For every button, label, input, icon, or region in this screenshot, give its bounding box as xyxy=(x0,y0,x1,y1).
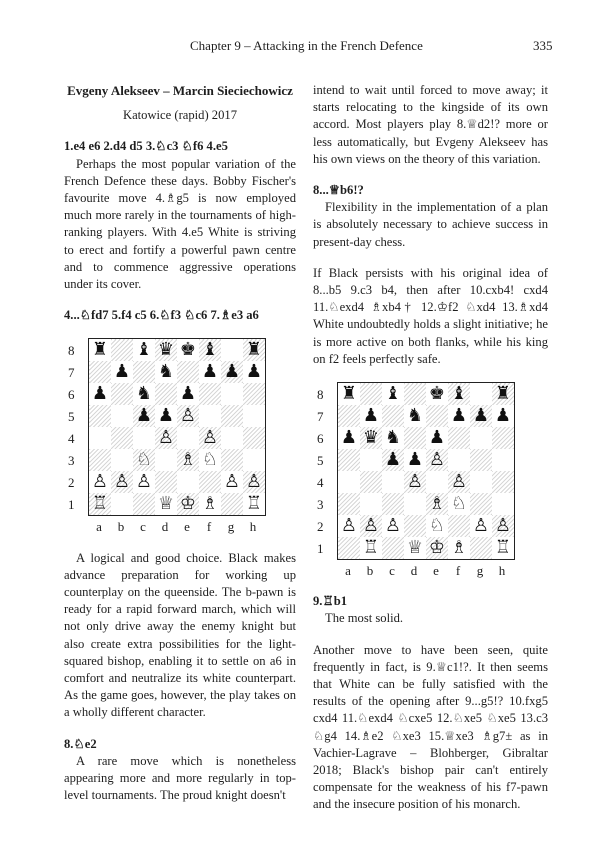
board-square-d5: ♟ xyxy=(404,449,426,471)
board-square-d2 xyxy=(155,471,177,493)
file-label: c xyxy=(140,519,146,535)
chapter-title: Chapter 9 – Attacking in the French Defence xyxy=(190,38,423,53)
board-square-c5: ♟ xyxy=(382,449,404,471)
board-square-e1: ♔ xyxy=(177,493,199,516)
rank-label: 4 xyxy=(68,431,75,447)
rank-label: 5 xyxy=(68,409,75,425)
moves-line: 4...♘fd7 5.f4 c5 6.♘f3 ♘c6 7.♗e3 a6 xyxy=(64,308,259,323)
board-square-g3 xyxy=(221,449,243,471)
board-square-h3 xyxy=(492,493,515,515)
board-square-a7 xyxy=(89,361,112,383)
board-square-f7: ♟ xyxy=(448,405,470,427)
board-square-a5 xyxy=(338,449,361,471)
board-square-e2: ♘ xyxy=(426,515,448,537)
file-labels xyxy=(88,518,296,535)
board-square-g8 xyxy=(470,383,492,406)
board-square-a7 xyxy=(338,405,361,427)
board-square-e5: ♙ xyxy=(177,405,199,427)
board-square-d1: ♕ xyxy=(155,493,177,516)
board-square-a8: ♜ xyxy=(89,339,112,362)
board-square-b2: ♙ xyxy=(111,471,133,493)
board-square-g5 xyxy=(221,405,243,427)
rank-label: 7 xyxy=(317,409,324,425)
board-square-b5 xyxy=(360,449,382,471)
board-square-e6: ♟ xyxy=(426,427,448,449)
board-square-g3 xyxy=(470,493,492,515)
board-square-g4 xyxy=(221,427,243,449)
board-square-h5 xyxy=(243,405,266,427)
board-square-h2: ♙ xyxy=(243,471,266,493)
board-square-a3 xyxy=(89,449,112,471)
rank-label: 2 xyxy=(317,519,324,535)
board-square-f5 xyxy=(448,449,470,471)
board-square-c7 xyxy=(133,361,155,383)
board-square-f7: ♟ xyxy=(199,361,221,383)
rank-label: 8 xyxy=(68,343,75,359)
board-square-d3 xyxy=(404,493,426,515)
board-square-a3 xyxy=(338,493,361,515)
board-square-f4: ♙ xyxy=(448,471,470,493)
file-label: h xyxy=(498,563,506,579)
board-square-h1: ♖ xyxy=(492,537,515,560)
file-label: b xyxy=(366,563,374,579)
board-square-b5 xyxy=(111,405,133,427)
board-square-f6 xyxy=(448,427,470,449)
board-square-e1: ♔ xyxy=(426,537,448,560)
board-square-f2 xyxy=(199,471,221,493)
file-label: g xyxy=(227,519,235,535)
board-square-h8: ♜ xyxy=(492,383,515,406)
file-label: e xyxy=(433,563,439,579)
rank-label: 3 xyxy=(317,497,324,513)
right-column xyxy=(313,82,548,814)
board-square-d6 xyxy=(155,383,177,405)
board-square-f8: ♝ xyxy=(448,383,470,406)
board-square-a2: ♙ xyxy=(338,515,361,537)
rank-label: 6 xyxy=(68,387,75,403)
board-square-g2: ♙ xyxy=(221,471,243,493)
board-square-g8 xyxy=(221,339,243,362)
board-square-c5: ♟ xyxy=(133,405,155,427)
paragraph: If Black persists with his original idea of 8...b5 9.c3 b4, then after 10.cxb4! cxd4 11.♘exd4 ♗xb4† 12.♔f2 ♘xd4 13.♗xd4 White undoubtedly holds a slight initiative; he is more active on both flanks, while his king on f2 feels perfectly safe. xyxy=(313,265,548,366)
board-square-b4 xyxy=(111,427,133,449)
board-square-b8 xyxy=(360,383,382,406)
file-label: g xyxy=(476,563,484,579)
board-square-c3: ♘ xyxy=(133,449,155,471)
board-square-b3 xyxy=(360,493,382,515)
board-square-d8 xyxy=(404,383,426,406)
board-square-g4 xyxy=(470,471,492,493)
board-square-c8: ♝ xyxy=(133,339,155,362)
board-square-e7 xyxy=(426,405,448,427)
board-square-f8: ♝ xyxy=(199,339,221,362)
board-square-b8 xyxy=(111,339,133,362)
paragraph: Flexibility in the implementation of a plan is absolutely necessary to achieve success in present-day chess. xyxy=(313,200,548,249)
board-square-f3: ♘ xyxy=(448,493,470,515)
board-square-f2 xyxy=(448,515,470,537)
board-square-c1 xyxy=(382,537,404,560)
file-label: e xyxy=(184,519,190,535)
board-square-h5 xyxy=(492,449,515,471)
board-square-d6 xyxy=(404,427,426,449)
board-square-h4 xyxy=(492,471,515,493)
board-square-a5 xyxy=(89,405,112,427)
paragraph: The most solid. xyxy=(325,611,404,626)
rank-label: 1 xyxy=(317,541,324,557)
board-square-a2: ♙ xyxy=(89,471,112,493)
board-square-c6: ♞ xyxy=(133,383,155,405)
board-square-g7: ♟ xyxy=(470,405,492,427)
page-header xyxy=(0,38,600,58)
board-square-b2: ♙ xyxy=(360,515,382,537)
board-square-g5 xyxy=(470,449,492,471)
board-square-f6 xyxy=(199,383,221,405)
chess-diagram-2 xyxy=(313,382,548,579)
board-square-d3 xyxy=(155,449,177,471)
board-square-b1: ♖ xyxy=(360,537,382,560)
rank-label: 2 xyxy=(68,475,75,491)
rank-label: 3 xyxy=(68,453,75,469)
page-number: 335 xyxy=(533,38,553,53)
board-square-h1: ♖ xyxy=(243,493,266,516)
board-square-b4 xyxy=(360,471,382,493)
file-label: a xyxy=(96,519,102,535)
board-square-h3 xyxy=(243,449,266,471)
file-label: f xyxy=(455,563,461,579)
board-square-g6 xyxy=(221,383,243,405)
board-square-b7: ♟ xyxy=(360,405,382,427)
board-square-b6: ♛ xyxy=(360,427,382,449)
board-square-c2: ♙ xyxy=(133,471,155,493)
file-label: d xyxy=(410,563,418,579)
paragraph: Another move to have been seen, quite frequently in fact, is 9.♕c1!?. It then seems that White can be fully satisfied with the results of the opening after 9...g5!? 10.fxg5 cxd4 11.♘exd4 ♘cxe5 12.♘xe5 ♘xe5 13.c3 ♘g4 14.♗e2 ♘xe3 15.♕xe3 ♗g7± as in Vachier-Lagrave – Blohberger, Gibraltar 2018; Black's bishop pair can't entirely compensate for the weakness of his f7-pawn and the insecure position of his monarch. xyxy=(313,642,548,812)
board-square-f4: ♙ xyxy=(199,427,221,449)
rank-labels xyxy=(68,340,75,516)
game-title: Evgeny Alekseev – Marcin Sieciechowicz xyxy=(67,83,293,98)
paragraph: intend to wait until forced to move away; it starts relocating to the kingside of its own accord. Most players play 8.♕d2!? more or less automatically, but Evgeny Alekseev has his own views on the theory of this variation. xyxy=(313,83,548,166)
file-label: d xyxy=(161,519,169,535)
board-square-a6: ♟ xyxy=(338,427,361,449)
chess-board xyxy=(337,382,515,560)
chess-board xyxy=(88,338,266,516)
board-square-c7 xyxy=(382,405,404,427)
board-square-b6 xyxy=(111,383,133,405)
board-square-e6: ♟ xyxy=(177,383,199,405)
board-square-d2 xyxy=(404,515,426,537)
board-square-h6 xyxy=(243,383,266,405)
board-square-d5: ♟ xyxy=(155,405,177,427)
file-label: a xyxy=(345,563,351,579)
board-square-h8: ♜ xyxy=(243,339,266,362)
board-square-e8: ♚ xyxy=(177,339,199,362)
file-labels xyxy=(337,562,548,579)
board-square-g2: ♙ xyxy=(470,515,492,537)
board-square-f3: ♘ xyxy=(199,449,221,471)
board-square-e3: ♗ xyxy=(177,449,199,471)
board-square-e2 xyxy=(177,471,199,493)
moves-line: 8...♕b6!? xyxy=(313,183,364,198)
board-square-b3 xyxy=(111,449,133,471)
paragraph: A logical and good choice. Black makes advance preparation for working up counterplay on the queenside. The b-pawn is ready for a rapid forward march, which will not only drive away the enemy knight but also create extra possibilities for the light-squared bishop, enabling it to settle on a6 in comfort and neutralize its white counterpart. As the game goes, however, the play takes on a wholly different character. xyxy=(64,550,296,720)
board-square-a4 xyxy=(89,427,112,449)
rank-labels xyxy=(317,384,324,560)
paragraph: Perhaps the most popular variation of the French Defence these days. Bobby Fischer's favourite move 4.♗g5 is now employed much more rarely in the tournaments of high-ranking players. With 4.e5 White is striving to erect and fortify a powerful pawn centre and to commence aggressive operations under its cover. xyxy=(64,156,296,292)
file-label: f xyxy=(206,519,212,535)
moves-line: 8.♘e2 xyxy=(64,736,97,751)
file-label: h xyxy=(249,519,257,535)
board-square-c2: ♙ xyxy=(382,515,404,537)
board-square-h4 xyxy=(243,427,266,449)
board-square-g1 xyxy=(470,537,492,560)
board-square-a1: ♖ xyxy=(89,493,112,516)
rank-label: 4 xyxy=(317,475,324,491)
board-square-d8: ♛ xyxy=(155,339,177,362)
board-square-e4 xyxy=(426,471,448,493)
board-square-d4: ♙ xyxy=(404,471,426,493)
board-square-a6: ♟ xyxy=(89,383,112,405)
file-label: b xyxy=(117,519,125,535)
rank-label: 6 xyxy=(317,431,324,447)
board-square-f1: ♗ xyxy=(448,537,470,560)
rank-label: 1 xyxy=(68,497,75,513)
chess-diagram-1 xyxy=(64,338,296,535)
board-square-e5: ♙ xyxy=(426,449,448,471)
board-square-c8: ♝ xyxy=(382,383,404,406)
board-square-g7: ♟ xyxy=(221,361,243,383)
game-event: Katowice (rapid) 2017 xyxy=(122,108,237,123)
file-label: c xyxy=(389,563,395,579)
board-square-h2: ♙ xyxy=(492,515,515,537)
board-square-d4: ♙ xyxy=(155,427,177,449)
paragraph: A rare move which is nonetheless appearing more and more regularly in top-level tournaments. The proud knight doesn't xyxy=(64,753,296,803)
moves-opening: 1.e4 e6 2.d4 d5 3.♘c3 ♘f6 4.e5 xyxy=(64,139,228,154)
board-square-a1 xyxy=(338,537,361,560)
board-square-d1: ♕ xyxy=(404,537,426,560)
board-square-c4 xyxy=(133,427,155,449)
board-square-b7: ♟ xyxy=(111,361,133,383)
board-square-e8: ♚ xyxy=(426,383,448,406)
board-square-c1 xyxy=(133,493,155,516)
board-square-e7 xyxy=(177,361,199,383)
board-square-c6: ♞ xyxy=(382,427,404,449)
board-square-e3: ♗ xyxy=(426,493,448,515)
board-square-b1 xyxy=(111,493,133,516)
board-square-h6 xyxy=(492,427,515,449)
moves-line: 9.♖b1 xyxy=(313,594,348,609)
board-square-e4 xyxy=(177,427,199,449)
left-column xyxy=(64,82,296,804)
board-square-h7: ♟ xyxy=(492,405,515,427)
rank-label: 5 xyxy=(317,453,324,469)
board-square-d7: ♞ xyxy=(404,405,426,427)
board-square-f5 xyxy=(199,405,221,427)
board-square-d7: ♞ xyxy=(155,361,177,383)
board-square-a8: ♜ xyxy=(338,383,361,406)
rank-label: 8 xyxy=(317,387,324,403)
board-square-a4 xyxy=(338,471,361,493)
board-square-c3 xyxy=(382,493,404,515)
board-square-g6 xyxy=(470,427,492,449)
rank-label: 7 xyxy=(68,365,75,381)
board-square-h7: ♟ xyxy=(243,361,266,383)
board-square-g1 xyxy=(221,493,243,516)
board-square-c4 xyxy=(382,471,404,493)
board-square-f1: ♗ xyxy=(199,493,221,516)
